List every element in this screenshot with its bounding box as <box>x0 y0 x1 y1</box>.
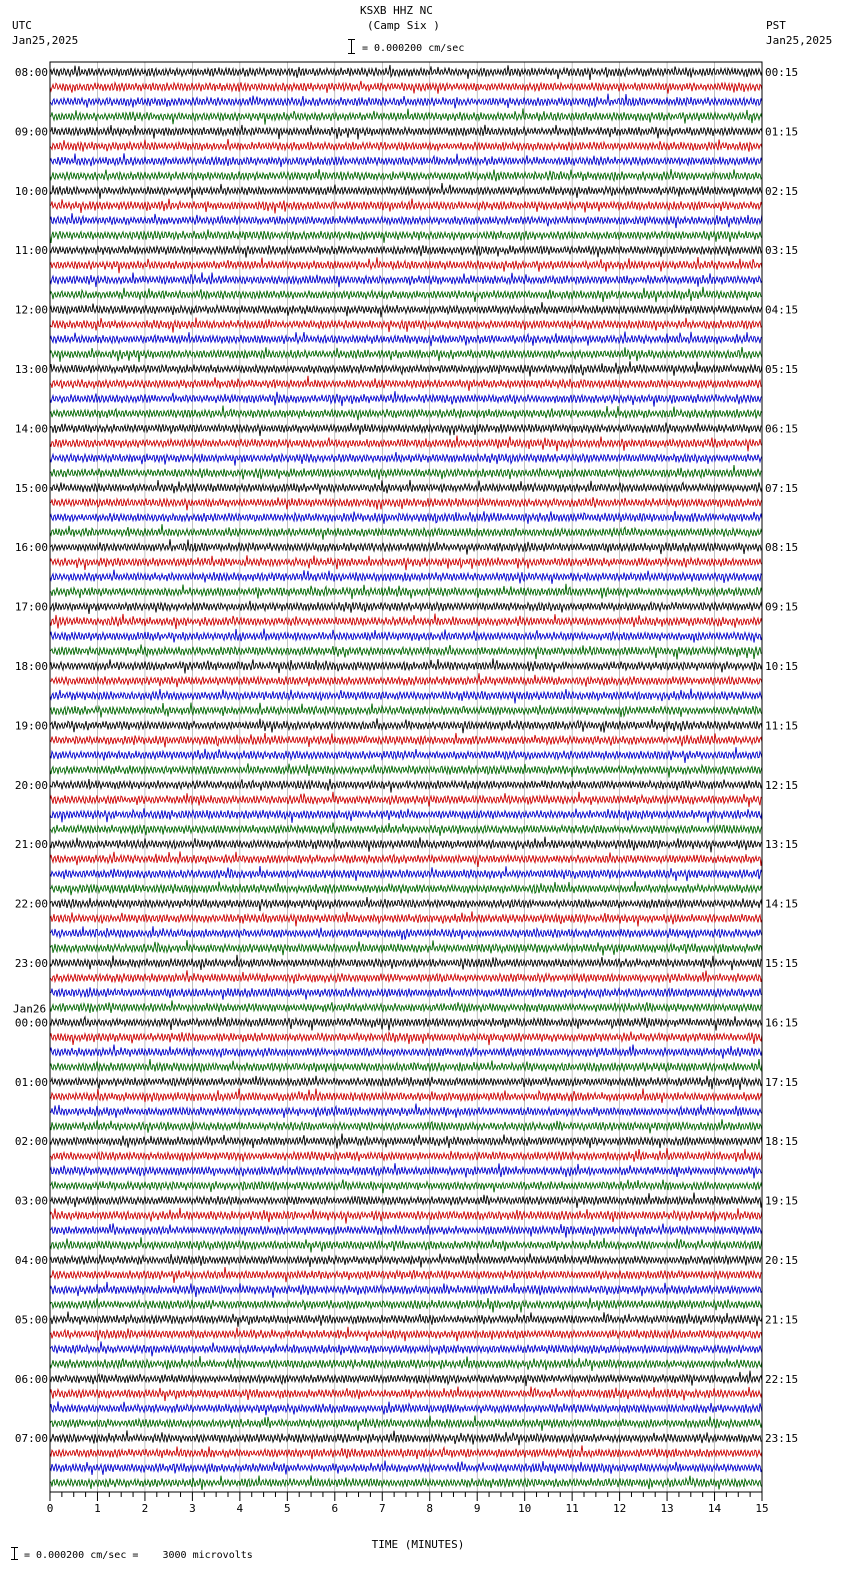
seismic-trace <box>50 332 762 347</box>
left-hour-label: 22:00 <box>14 897 48 911</box>
seismic-trace <box>50 987 762 1000</box>
seismic-trace <box>50 658 762 673</box>
x-tick-label: 7 <box>378 1502 386 1515</box>
x-tick-label: 1 <box>94 1502 101 1515</box>
seismic-trace <box>50 837 762 853</box>
scale-label: = 0.000200 cm/sec <box>362 43 465 54</box>
seismic-trace <box>50 940 762 955</box>
right-hour-label: 04:15 <box>765 303 799 317</box>
footer-scale-note: = 0.000200 cm/sec = 3000 microvolts <box>24 1550 253 1561</box>
x-tick-label: 9 <box>473 1502 481 1515</box>
x-tick-label: 5 <box>284 1502 291 1515</box>
seismic-trace <box>50 511 762 524</box>
seismic-trace <box>50 1000 762 1013</box>
right-hour-label: 01:15 <box>765 125 799 139</box>
right-hour-label: 18:15 <box>765 1135 799 1149</box>
seismic-trace <box>50 1134 762 1149</box>
seismic-trace <box>50 645 762 660</box>
seismic-trace <box>50 1416 762 1431</box>
seismic-trace <box>50 1163 762 1178</box>
right-hour-label: 09:15 <box>765 600 799 614</box>
x-tick-label: 2 <box>141 1502 149 1515</box>
seismic-trace <box>50 584 762 599</box>
x-axis-label: TIME (MINUTES) <box>371 1538 465 1551</box>
x-tick-label: 12 <box>612 1502 627 1515</box>
right-hour-label: 23:15 <box>765 1432 799 1446</box>
date-change-label: Jan26 <box>13 1002 47 1016</box>
seismic-trace <box>50 1059 762 1072</box>
left-hour-label: 07:00 <box>14 1432 48 1446</box>
seismic-trace <box>50 555 762 570</box>
x-tick-label: 14 <box>707 1502 722 1515</box>
left-hour-label: 05:00 <box>14 1313 48 1327</box>
x-tick-label: 3 <box>189 1502 196 1515</box>
left-hour-label: 17:00 <box>14 600 48 614</box>
right-hour-label: 08:15 <box>765 541 799 555</box>
trace-group <box>50 65 762 1490</box>
seismic-trace <box>50 1076 762 1090</box>
left-hour-label: 12:00 <box>14 303 48 317</box>
left-hour-labels <box>13 66 48 1445</box>
seismic-trace <box>50 792 762 807</box>
right-hour-label: 10:15 <box>765 660 799 673</box>
seismic-trace <box>50 406 762 421</box>
left-hour-label: 15:00 <box>14 481 48 495</box>
seismic-trace <box>50 213 762 228</box>
right-hour-label: 11:15 <box>765 719 799 733</box>
seismic-trace <box>50 1237 762 1252</box>
left-hour-label: 06:00 <box>14 1372 48 1386</box>
seismic-trace <box>50 570 762 584</box>
seismic-trace <box>50 673 762 687</box>
seismic-trace <box>50 911 762 926</box>
seismic-trace <box>50 614 762 630</box>
right-hour-label: 06:15 <box>765 422 799 436</box>
seismic-trace <box>50 881 762 895</box>
right-hour-label: 15:15 <box>765 957 799 970</box>
seismic-trace <box>50 926 762 940</box>
left-hour-label: 10:00 <box>14 184 48 198</box>
seismic-trace <box>50 436 762 452</box>
seismic-trace <box>50 81 762 94</box>
seismic-trace <box>50 1223 762 1237</box>
seismic-trace <box>50 1298 762 1313</box>
seismic-trace <box>50 1016 762 1030</box>
seismic-trace <box>50 1253 762 1267</box>
seismic-trace <box>50 318 762 333</box>
right-hour-label: 12:15 <box>765 778 799 792</box>
x-tick-label: 11 <box>565 1502 579 1515</box>
left-date: Jan25,2025 <box>12 34 79 47</box>
seismic-trace <box>50 539 762 554</box>
site-name: (Camp Six ) <box>367 19 440 32</box>
x-tick-label: 13 <box>660 1502 674 1515</box>
seismic-trace <box>50 1282 762 1298</box>
left-hour-label: 04:00 <box>14 1254 48 1267</box>
footer-scale-bottom-cap <box>11 1559 18 1560</box>
seismic-trace <box>50 718 762 733</box>
x-ticks <box>47 1492 769 1515</box>
seismic-trace <box>50 747 762 763</box>
seismic-trace <box>50 629 762 643</box>
seismic-trace <box>50 199 762 214</box>
right-timezone: PST <box>766 19 786 32</box>
station-title: KSXB HHZ NC <box>360 4 433 17</box>
left-hour-label: 19:00 <box>14 719 48 733</box>
left-hour-label: 03:00 <box>14 1194 48 1208</box>
left-hour-label: 02:00 <box>14 1135 48 1149</box>
seismic-trace <box>50 1208 762 1224</box>
seismic-trace <box>50 452 762 466</box>
right-hour-label: 20:15 <box>765 1254 799 1267</box>
seismic-trace <box>50 1032 762 1046</box>
right-hour-label: 02:15 <box>765 184 799 198</box>
seismic-trace <box>50 139 762 152</box>
left-hour-label: 16:00 <box>14 541 48 555</box>
seismic-trace <box>50 823 762 836</box>
seismic-trace <box>50 763 762 777</box>
right-hour-label: 21:15 <box>765 1313 799 1327</box>
seismic-trace <box>50 229 762 243</box>
seismic-trace <box>50 108 762 124</box>
seismic-trace <box>50 1148 762 1162</box>
seismic-trace <box>50 955 762 970</box>
seismic-trace <box>50 65 762 80</box>
seismic-trace <box>50 851 762 867</box>
seismic-trace <box>50 1430 762 1445</box>
right-hour-label: 13:15 <box>765 838 799 852</box>
seismic-trace <box>50 423 762 437</box>
x-tick-label: 6 <box>331 1502 339 1515</box>
seismic-trace <box>50 347 762 362</box>
seismic-trace <box>50 1461 762 1476</box>
seismic-trace <box>50 866 762 881</box>
left-hour-label: 14:00 <box>14 422 48 436</box>
seismic-trace <box>50 733 762 747</box>
x-tick-label: 8 <box>426 1502 434 1515</box>
left-hour-label: 01:00 <box>14 1075 48 1089</box>
seismic-trace <box>50 1180 762 1194</box>
seismic-trace <box>50 1088 762 1102</box>
seismic-trace <box>50 703 762 718</box>
x-tick-label: 15 <box>755 1502 769 1515</box>
seismic-trace <box>50 1445 762 1459</box>
right-hour-labels <box>765 66 798 1445</box>
seismic-trace <box>50 94 762 109</box>
right-hour-label: 16:15 <box>765 1016 799 1030</box>
seismic-trace <box>50 376 762 391</box>
x-tick-label: 0 <box>46 1502 54 1515</box>
seismic-trace <box>50 1401 762 1415</box>
seismic-trace <box>50 1356 762 1371</box>
left-hour-label: 09:00 <box>14 125 48 139</box>
seismic-trace <box>50 1371 762 1386</box>
seismic-trace <box>50 245 762 257</box>
left-hour-label: 20:00 <box>14 778 48 792</box>
left-hour-label: 00:00 <box>14 1016 48 1030</box>
seismic-trace <box>50 897 762 911</box>
right-hour-label: 03:15 <box>765 244 799 258</box>
seismic-trace <box>50 1045 762 1059</box>
seismic-trace <box>50 480 762 495</box>
right-hour-label: 19:15 <box>765 1194 799 1208</box>
seismic-trace <box>50 497 762 510</box>
seismic-trace <box>50 1475 762 1490</box>
right-hour-label: 17:15 <box>765 1075 799 1089</box>
left-hour-label: 13:00 <box>14 363 48 376</box>
seismic-trace <box>50 601 762 614</box>
seismic-trace <box>50 970 762 983</box>
seismic-trace <box>50 1341 762 1356</box>
seismic-trace <box>50 287 762 302</box>
left-hour-label: 21:00 <box>14 838 48 852</box>
right-hour-label: 07:15 <box>765 481 799 495</box>
right-hour-label: 00:15 <box>765 66 799 79</box>
seismic-trace <box>50 257 762 273</box>
right-hour-label: 14:15 <box>765 897 799 911</box>
seismic-trace <box>50 689 762 704</box>
left-hour-label: 11:00 <box>14 244 48 258</box>
seismic-trace <box>50 1267 762 1283</box>
seismic-trace <box>50 465 762 480</box>
seismic-trace <box>50 153 762 167</box>
seismic-trace <box>50 808 762 823</box>
left-hour-label: 18:00 <box>14 660 48 673</box>
seismic-trace <box>50 361 762 376</box>
seismic-trace <box>50 1104 762 1118</box>
right-hour-label: 05:15 <box>765 363 799 376</box>
seismic-trace <box>50 1193 762 1208</box>
left-timezone: UTC <box>12 19 32 32</box>
seismic-trace <box>50 1327 762 1341</box>
left-hour-label: 23:00 <box>14 957 48 970</box>
right-date: Jan25,2025 <box>766 34 833 47</box>
x-tick-label: 4 <box>236 1502 244 1515</box>
seismic-trace <box>50 1312 762 1327</box>
footer-scale-top-cap <box>11 1547 18 1548</box>
x-tick-label: 10 <box>518 1502 532 1515</box>
seismic-trace <box>50 183 762 199</box>
seismic-trace <box>50 1119 762 1133</box>
seismic-trace <box>50 524 762 540</box>
left-hour-label: 08:00 <box>14 66 48 79</box>
seismic-trace <box>50 1387 762 1402</box>
seismic-trace <box>50 125 762 140</box>
right-hour-label: 22:15 <box>765 1372 799 1386</box>
seismic-trace <box>50 391 762 406</box>
seismic-trace <box>50 779 762 793</box>
seismic-trace <box>50 272 762 287</box>
seismic-trace <box>50 169 762 181</box>
seismic-trace <box>50 302 762 317</box>
